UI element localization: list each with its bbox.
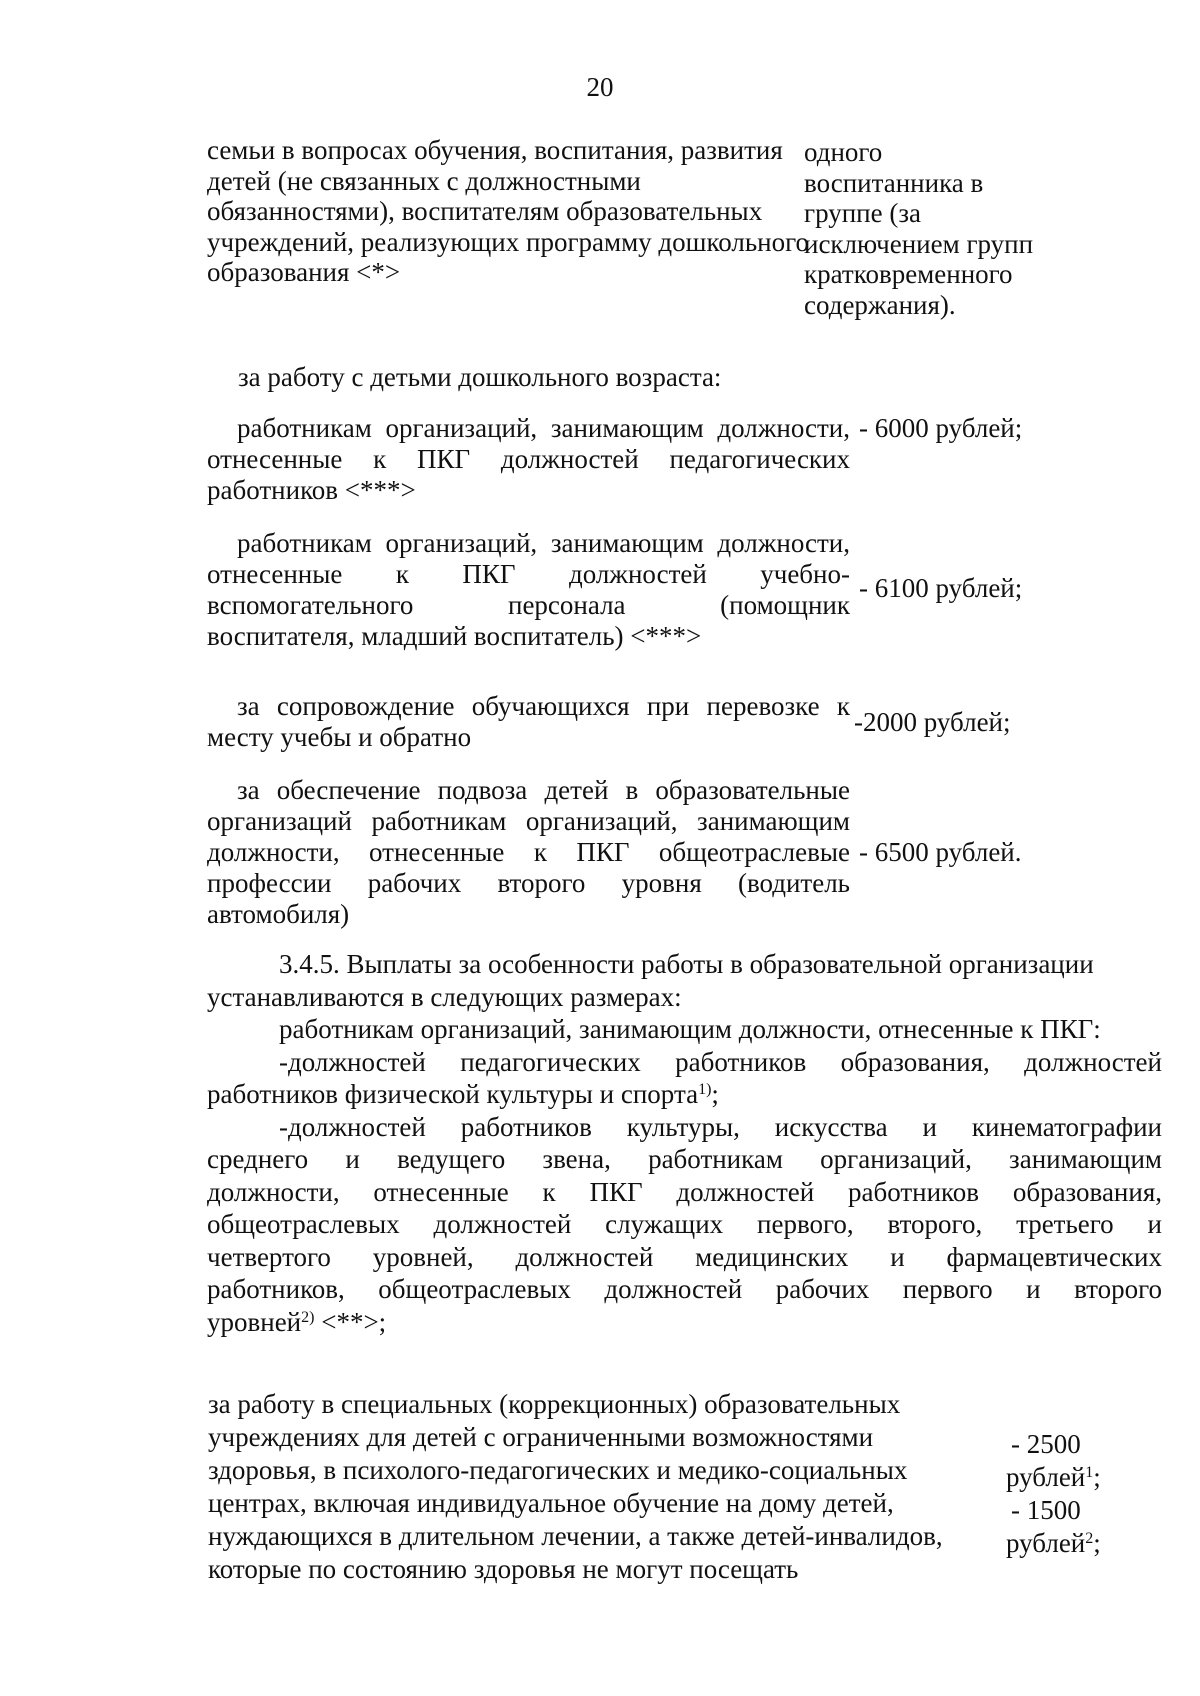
text-line: работников, общеотраслевых должностей рабочих первого и второго xyxy=(207,1274,1162,1304)
text-line: воспитанника в xyxy=(804,167,984,198)
payment-value: - 6100 рублей; xyxy=(859,573,1023,603)
text-line: которые по состоянию здоровья не могут посещать xyxy=(208,1554,799,1584)
text-line: за работу в специальных (коррекционных) образовательных xyxy=(208,1389,901,1419)
text-line: должности, отнесенные к ПКГ общеотраслевые xyxy=(207,837,850,867)
payment-item-text xyxy=(207,528,850,652)
payment-value: - 6500 рублей. xyxy=(859,837,1022,867)
text-line: месту учебы и обратно xyxy=(207,722,472,752)
page-number: 20 xyxy=(586,72,614,102)
text-line: детей (не связанных с должностными xyxy=(207,165,641,196)
footnote-ref: 2) xyxy=(301,1308,315,1326)
text-line: кратковременного xyxy=(804,259,1013,289)
text-line: отнесенные к ПКГ должностей учебно- xyxy=(207,559,850,589)
text-line: образования <*> xyxy=(207,257,401,287)
text-line: профессии рабочих второго уровня (водитель xyxy=(207,868,850,898)
footnote-ref: 2 xyxy=(1085,1530,1094,1547)
section-right-text xyxy=(804,137,1033,320)
text-line: общеотраслевых должностей служащих первого, второго, третьего и xyxy=(207,1209,1162,1239)
footnote-ref: 1 xyxy=(1085,1464,1094,1481)
text-fragment: рублей xyxy=(1006,1528,1086,1558)
text-fragment: ; xyxy=(1093,1462,1101,1492)
payment-value: - 6000 рублей; xyxy=(859,413,1023,443)
text-fragment: ; xyxy=(1093,1528,1101,1558)
text-line: здоровья, в психолого-педагогических и медико-социальных xyxy=(208,1455,908,1485)
payment-item xyxy=(207,528,1167,652)
payment-value: - 1500 xyxy=(1011,1495,1081,1525)
text-line: работникам организаций, занимающим должности, xyxy=(237,528,850,558)
payment-item-text xyxy=(207,413,850,506)
payment-item-text xyxy=(207,775,850,930)
payment-item xyxy=(207,775,1167,930)
payment-value: -2000 рублей; xyxy=(854,707,1011,737)
text-line: 3.4.5. Выплаты за особенности работы в образовательной организации xyxy=(279,949,1094,979)
text-line: работников <***> xyxy=(207,475,416,505)
text-fragment: рублей xyxy=(1006,1462,1086,1492)
text-line: четвертого уровней, должностей медицинских и фармацевтических xyxy=(207,1241,1162,1272)
section-left-text xyxy=(207,135,809,288)
special-institutions-values xyxy=(1006,1428,1101,1560)
text-line: группе (за xyxy=(804,198,921,228)
text-fragment: работников физической культуры и спорта xyxy=(207,1079,699,1109)
section-continuation xyxy=(207,135,1167,335)
text-line: среднего и ведущего звена, работникам организаций, занимающим xyxy=(207,1144,1162,1174)
payment-value: - 2500 xyxy=(1011,1429,1081,1459)
text-line: работникам организаций, занимающим должности, xyxy=(237,413,850,443)
text-line: учреждений, реализующих программу дошкольного xyxy=(207,226,809,257)
payment-item xyxy=(207,413,1167,506)
payment-item xyxy=(207,691,1167,753)
special-institutions-text xyxy=(208,1388,943,1586)
text-fragment: уровней xyxy=(207,1306,302,1337)
text-line: должности, отнесенные к ПКГ должностей работников образования, xyxy=(207,1176,1162,1207)
payment-value xyxy=(1006,1527,1101,1560)
text-line: семьи в вопросах обучения, воспитания, развития xyxy=(207,135,783,165)
text-line: работникам организаций, занимающим должности, отнесенные к ПКГ: xyxy=(279,1014,1101,1044)
text-line: за сопровождение обучающихся при перевозке к xyxy=(237,691,850,721)
text-line: автомобиля) xyxy=(207,899,350,929)
text-line: обязанностями), воспитателям образовательных xyxy=(207,196,763,226)
text-fragment: <**>; xyxy=(314,1306,387,1337)
text-line xyxy=(207,1306,1162,1339)
text-line: исключением групп xyxy=(804,228,1034,259)
footnote-ref: 1) xyxy=(698,1081,712,1098)
paragraph-3-4-5 xyxy=(207,948,1162,1338)
payment-item-text xyxy=(207,691,850,753)
text-line: -должностей педагогических работников образования, должностей xyxy=(279,1046,1162,1077)
text-line xyxy=(207,1078,1162,1111)
text-line: одного xyxy=(804,137,883,167)
payment-value xyxy=(1006,1461,1101,1494)
text-line: -должностей работников культуры, искусства и кинематографии xyxy=(279,1111,1162,1142)
text-line: организаций работникам организаций, занимающим xyxy=(207,806,850,836)
text-line: учреждениях для детей с ограниченными возможностями xyxy=(208,1422,874,1452)
text-line: вспомогательного персонала (помощник xyxy=(207,590,850,620)
text-line: центрах, включая индивидуальное обучение на дому детей, xyxy=(208,1488,894,1518)
text-line: воспитателя, младший воспитатель) <***> xyxy=(207,621,702,651)
text-fragment: ; xyxy=(711,1079,719,1109)
text-line: содержания). xyxy=(804,289,956,320)
text-line: нуждающихся в длительном лечении, а также детей-инвалидов, xyxy=(208,1521,943,1551)
text-line: за обеспечение подвоза детей в образовательные xyxy=(237,775,850,805)
heading-preschool: за работу с детьми дошкольного возраста: xyxy=(238,362,722,392)
text-line: устанавливаются в следующих размерах: xyxy=(207,981,682,1012)
text-line: отнесенные к ПКГ должностей педагогических xyxy=(207,444,850,474)
